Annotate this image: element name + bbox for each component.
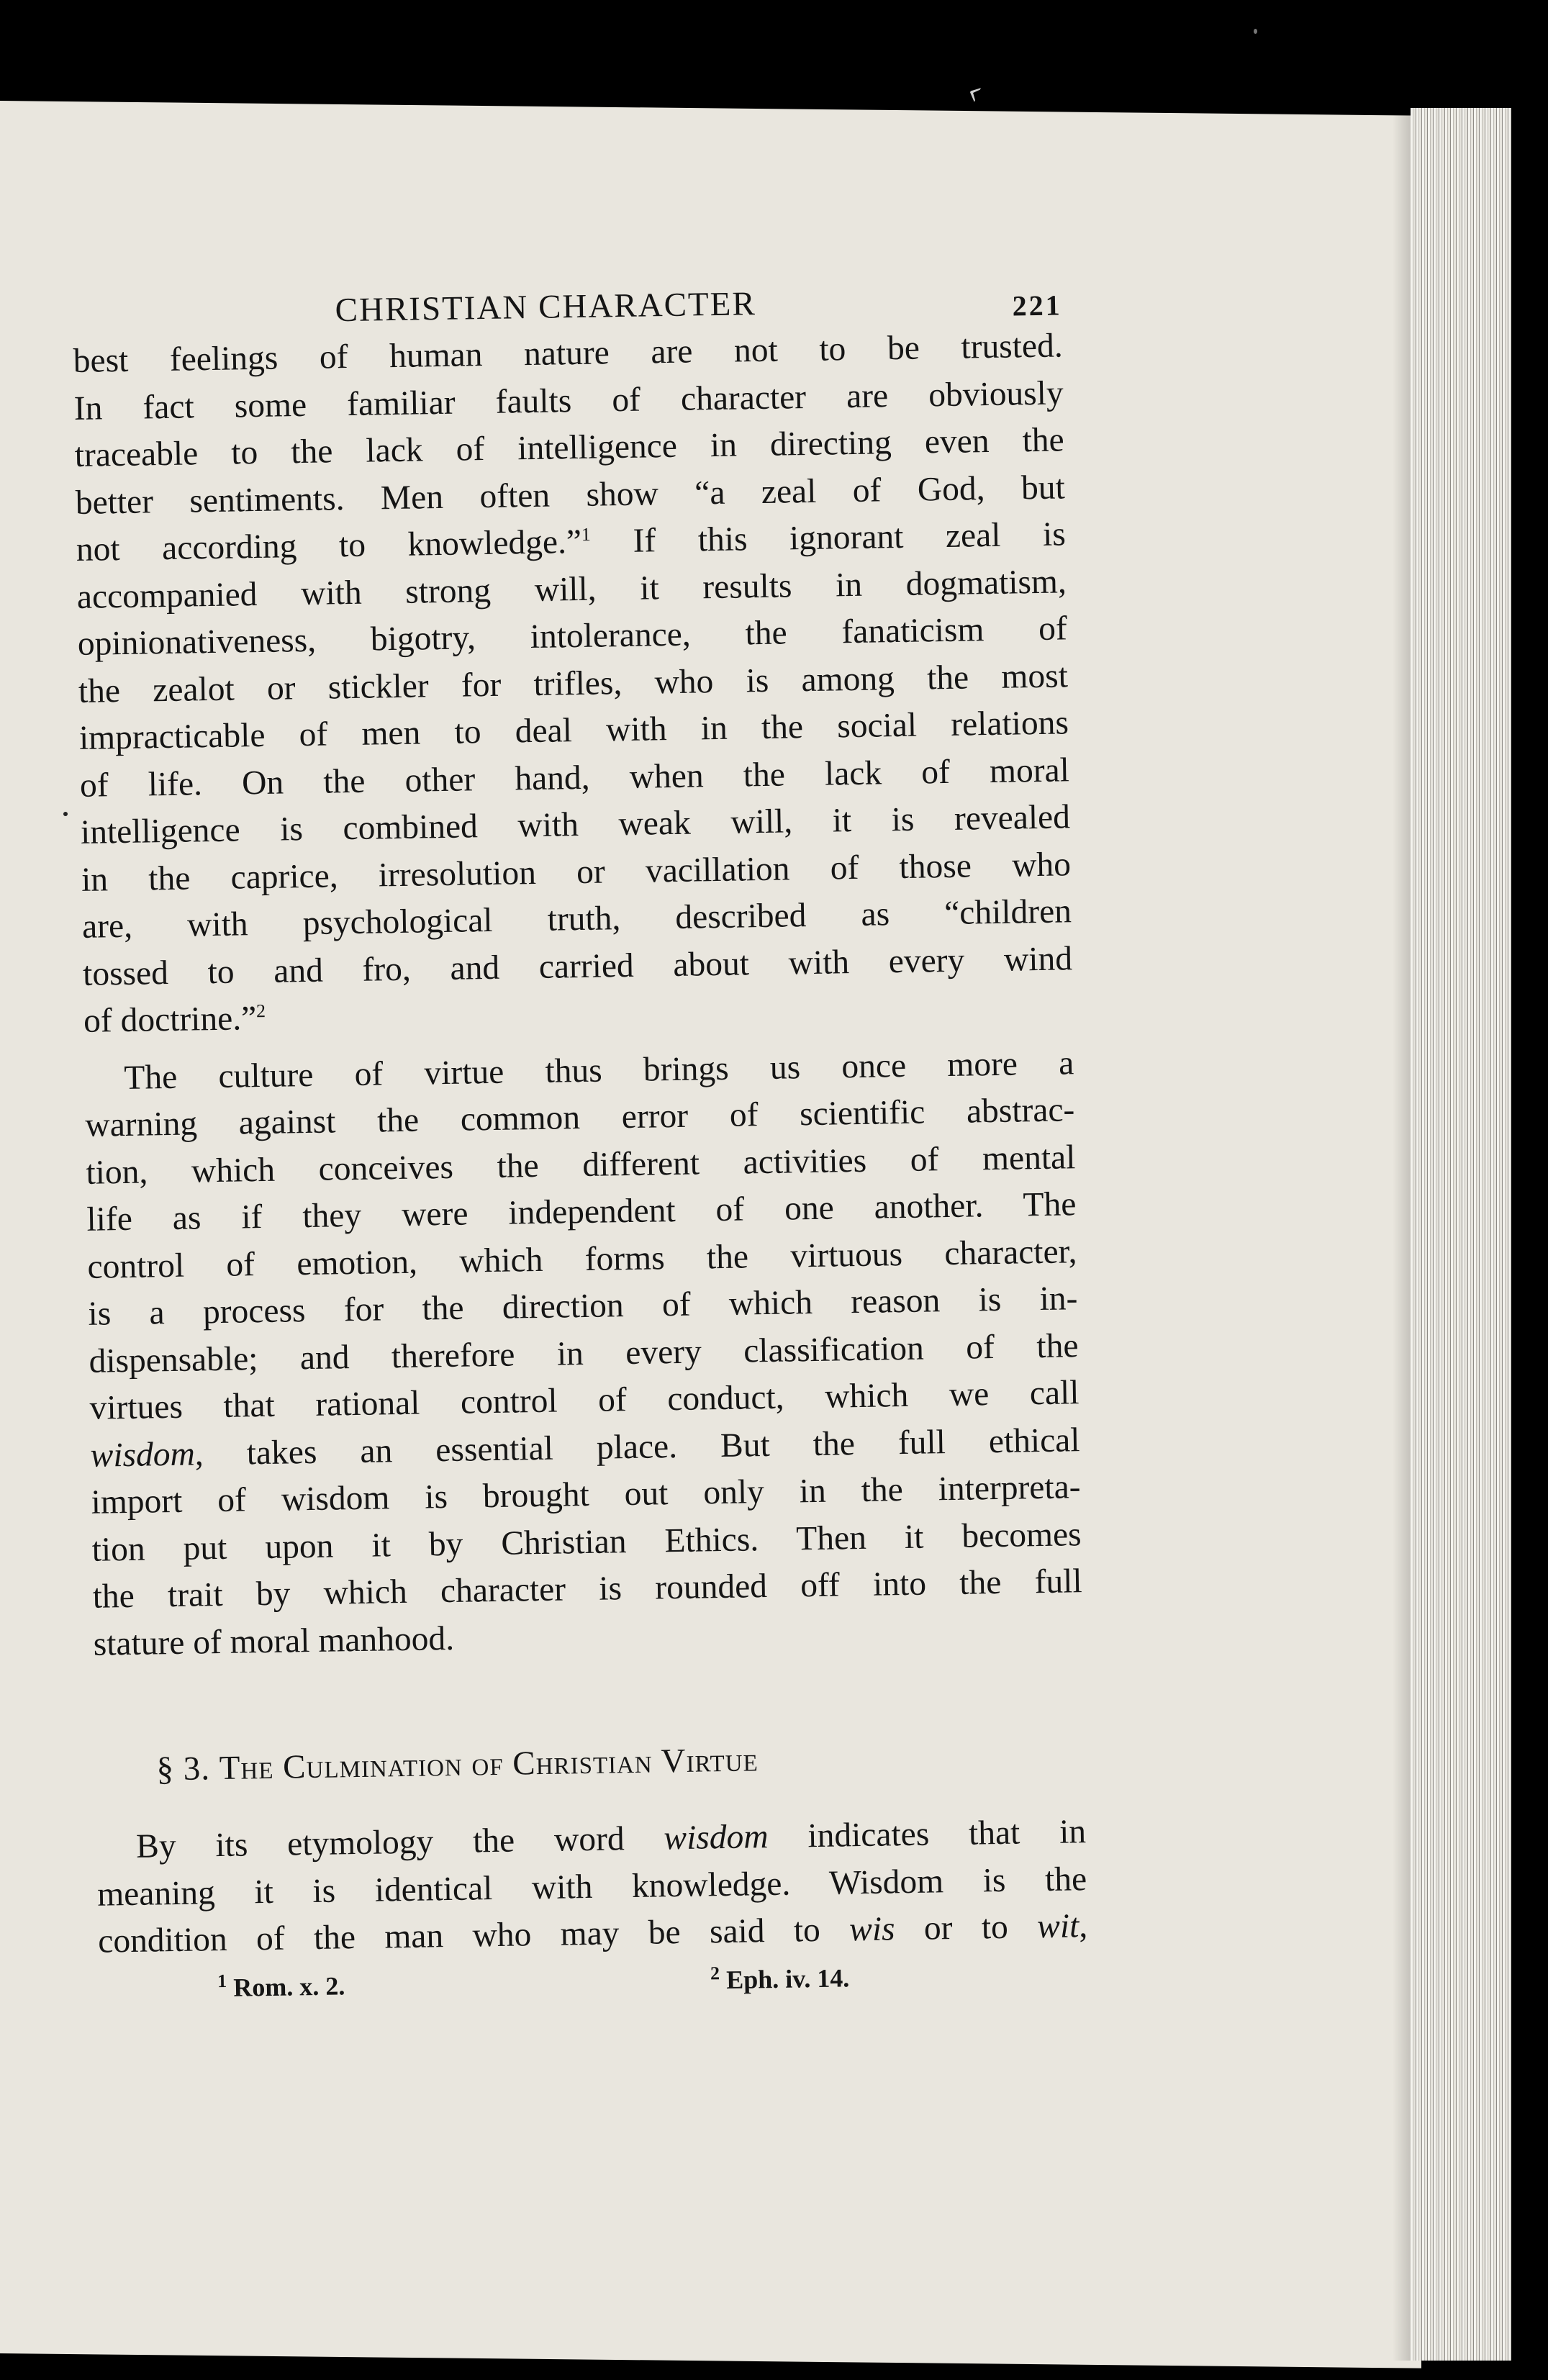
text-line: in the caprice, irresolution or vacillation of those who — [81, 845, 1072, 899]
page-number: 221 — [1012, 289, 1063, 322]
italic-term: wisdom — [664, 1818, 769, 1858]
text-line: are, with psychological truth, described as “children — [81, 892, 1072, 946]
paragraph — [96, 1809, 1088, 1965]
text-line: impracticable of men to deal with in the social relations — [78, 704, 1069, 757]
text-line: tossed to and fro, and carried about with every wind — [82, 939, 1073, 993]
book-page-edges — [1411, 108, 1511, 2361]
text-fragment: If this ignorant zeal is — [590, 515, 1067, 561]
text-line: meaning it is identical with knowledge. Wisdom is the — [96, 1860, 1087, 1914]
italic-term: wisdom — [90, 1435, 196, 1475]
text-line: tion put upon it by Christian Ethics. Then it becomes — [91, 1515, 1082, 1569]
text-line: traceable to the lack of intelligence in directing even the — [74, 421, 1065, 474]
scan-corner-mark: ‹ — [960, 71, 990, 114]
text-fragment: By its etymology the word — [135, 1820, 625, 1865]
text-line: better sentiments. Men often show “a zeal of God, but — [75, 468, 1066, 522]
text-line: stature of moral manhood. — [93, 1619, 455, 1663]
text-line: opinionativeness, bigotry, intolerance, the fanaticism of — [77, 610, 1068, 663]
text-line: tion, which conceives the different activities of mental — [86, 1138, 1076, 1192]
running-title: CHRISTIAN CHARACTER — [335, 285, 757, 330]
text-line: warning against the common error of scientific abstrac- — [85, 1091, 1075, 1144]
text-fragment: of doctrine.” — [83, 1000, 257, 1040]
text-line: the zealot or stickler for trifles, who is among the most — [78, 656, 1069, 710]
text-line: In fact some familiar faults of character are obviously — [73, 374, 1064, 427]
text-fragment: condition of the man who may be said to — [97, 1911, 821, 1960]
text-block — [72, 265, 1089, 2017]
text-fragment: , takes an essential place. But the full ethical — [194, 1421, 1080, 1473]
footnote-number: 1 — [217, 1970, 227, 1991]
text-line: accompanied with strong will, it results in dogmatism, — [76, 562, 1067, 616]
paragraph — [84, 1040, 1083, 1668]
italic-term: wis — [848, 1910, 895, 1949]
text-line: is a process for the direction of which reason is in- — [88, 1280, 1078, 1333]
italic-term: wit — [1036, 1907, 1079, 1946]
footnote-text: Rom. x. 2. — [232, 1970, 345, 2002]
text-fragment: or to — [923, 1908, 1009, 1947]
footnote — [710, 1963, 850, 1995]
footnote — [217, 1970, 345, 2003]
scan-speck — [63, 812, 68, 816]
section-number: § 3. — [156, 1750, 211, 1788]
section-title: The Culmination of Christian Virtue — [219, 1741, 759, 1788]
text-line: best feelings of human nature are not to be trusted. — [73, 327, 1063, 380]
text-line: control of emotion, which forms the virtuous character, — [87, 1232, 1077, 1286]
text-line: The culture of virtue thus brings us once more a — [123, 1044, 1074, 1097]
paragraph — [73, 322, 1073, 1045]
text-line: life as if they were independent of one another. The — [86, 1185, 1077, 1239]
scan-speck — [1254, 29, 1257, 34]
text-line: of life. On the other hand, when the lack of moral — [79, 751, 1070, 805]
footnote-marker: 2 — [255, 1000, 266, 1022]
text-line: dispensable; and therefore in every classification of the — [89, 1326, 1079, 1380]
text-line: virtues that rational control of conduct, which we call — [89, 1374, 1079, 1427]
text-line: the trait by which character is rounded off into the full — [92, 1562, 1082, 1616]
text-fragment: , — [1078, 1907, 1088, 1945]
text-line: intelligence is combined with weak will, it is revealed — [80, 798, 1071, 851]
text-fragment: indicates that in — [807, 1813, 1087, 1855]
text-fragment: not according to knowledge.” — [76, 522, 582, 569]
text-line: import of wisdom is brought out only in the interpreta- — [91, 1468, 1081, 1521]
footnote-number: 2 — [710, 1962, 720, 1983]
section-heading — [156, 1735, 1085, 1788]
footnote-marker: 1 — [581, 523, 592, 546]
footnote-text: Eph. iv. 14. — [725, 1963, 850, 1994]
